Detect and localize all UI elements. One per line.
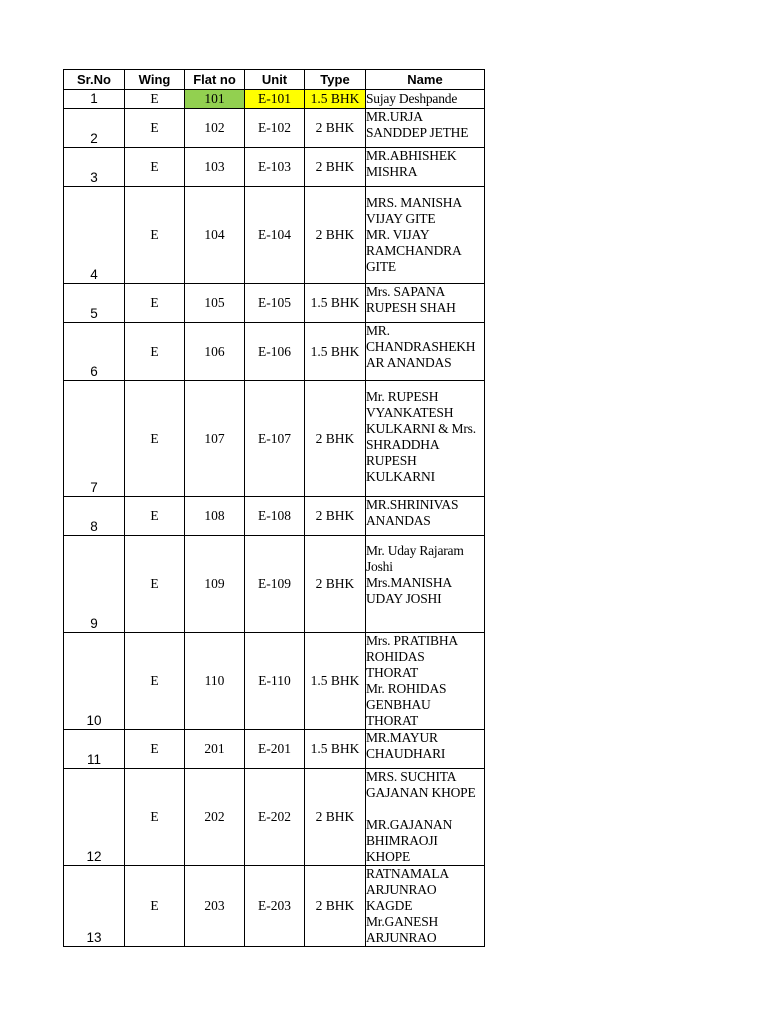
name-cell: Mrs. PRATIBHA ROHIDAS THORAT Mr. ROHIDAS GENBHAU THORAT <box>366 633 485 730</box>
wing-cell: E <box>125 866 185 947</box>
unit-cell: E-102 <box>245 109 305 148</box>
header-wing: Wing <box>125 70 185 90</box>
table-row <box>64 187 485 284</box>
unit-cell: E-101 <box>245 90 305 109</box>
flat-owners-table <box>63 69 485 947</box>
flat-no-cell: 201 <box>185 730 245 769</box>
wing-cell: E <box>125 730 185 769</box>
wing-cell: E <box>125 381 185 497</box>
flat-no-cell: 106 <box>185 323 245 381</box>
sr-no-cell: 7 <box>64 381 125 497</box>
name-cell: Mr. RUPESH VYANKATESH KULKARNI & Mrs. SHRADDHA RUPESH KULKARNI <box>366 381 485 497</box>
type-cell: 2 BHK <box>305 187 366 284</box>
header-name: Name <box>366 70 485 90</box>
flat-no-cell: 101 <box>185 90 245 109</box>
sr-no-cell: 13 <box>64 866 125 947</box>
wing-cell: E <box>125 187 185 284</box>
unit-cell: E-108 <box>245 497 305 536</box>
header-sr-no: Sr.No <box>64 70 125 90</box>
table-row <box>64 381 485 497</box>
table-row <box>64 323 485 381</box>
name-cell: MRS. MANISHA VIJAY GITE MR. VIJAY RAMCHANDRA GITE <box>366 187 485 284</box>
table-row <box>64 730 485 769</box>
wing-cell: E <box>125 90 185 109</box>
type-cell: 2 BHK <box>305 381 366 497</box>
name-cell: MR.URJA SANDDEP JETHE <box>366 109 485 148</box>
sr-no-cell: 5 <box>64 284 125 323</box>
flat-no-cell: 104 <box>185 187 245 284</box>
wing-cell: E <box>125 284 185 323</box>
table-row <box>64 109 485 148</box>
sr-no-cell: 3 <box>64 148 125 187</box>
type-cell: 1.5 BHK <box>305 90 366 109</box>
flat-no-cell: 105 <box>185 284 245 323</box>
unit-cell: E-201 <box>245 730 305 769</box>
type-cell: 1.5 BHK <box>305 730 366 769</box>
unit-cell: E-103 <box>245 148 305 187</box>
wing-cell: E <box>125 769 185 866</box>
sr-no-cell: 9 <box>64 536 125 633</box>
type-cell: 2 BHK <box>305 497 366 536</box>
table-row <box>64 769 485 866</box>
type-cell: 1.5 BHK <box>305 284 366 323</box>
type-cell: 2 BHK <box>305 866 366 947</box>
wing-cell: E <box>125 497 185 536</box>
sr-no-cell: 10 <box>64 633 125 730</box>
unit-cell: E-110 <box>245 633 305 730</box>
flat-no-cell: 102 <box>185 109 245 148</box>
wing-cell: E <box>125 633 185 730</box>
sr-no-cell: 4 <box>64 187 125 284</box>
type-cell: 2 BHK <box>305 536 366 633</box>
flat-no-cell: 107 <box>185 381 245 497</box>
sr-no-cell: 6 <box>64 323 125 381</box>
unit-cell: E-104 <box>245 187 305 284</box>
flat-no-cell: 108 <box>185 497 245 536</box>
unit-cell: E-203 <box>245 866 305 947</box>
header-row <box>64 70 485 90</box>
name-cell: MR. CHANDRASHEKH AR ANANDAS <box>366 323 485 381</box>
wing-cell: E <box>125 323 185 381</box>
name-cell: Mr. Uday Rajaram Joshi Mrs.MANISHA UDAY JOSHI <box>366 536 485 633</box>
table-row <box>64 633 485 730</box>
table-row <box>64 866 485 947</box>
flat-no-cell: 202 <box>185 769 245 866</box>
name-cell: MR.SHRINIVAS ANANDAS <box>366 497 485 536</box>
type-cell: 2 BHK <box>305 769 366 866</box>
flat-no-cell: 109 <box>185 536 245 633</box>
sr-no-cell: 1 <box>64 90 125 109</box>
type-cell: 1.5 BHK <box>305 633 366 730</box>
flat-no-cell: 103 <box>185 148 245 187</box>
unit-cell: E-202 <box>245 769 305 866</box>
name-cell: MR.MAYUR CHAUDHARI <box>366 730 485 769</box>
table-row <box>64 284 485 323</box>
header-flat-no: Flat no <box>185 70 245 90</box>
name-cell: MR.ABHISHEK MISHRA <box>366 148 485 187</box>
name-cell: MRS. SUCHITA GAJANAN KHOPE MR.GAJANAN BHIMRAOJI KHOPE <box>366 769 485 866</box>
table-row <box>64 497 485 536</box>
unit-cell: E-107 <box>245 381 305 497</box>
type-cell: 2 BHK <box>305 148 366 187</box>
table-row <box>64 90 485 109</box>
type-cell: 1.5 BHK <box>305 323 366 381</box>
header-unit: Unit <box>245 70 305 90</box>
flat-no-cell: 203 <box>185 866 245 947</box>
flat-no-cell: 110 <box>185 633 245 730</box>
unit-cell: E-105 <box>245 284 305 323</box>
wing-cell: E <box>125 109 185 148</box>
name-cell: Mrs. SAPANA RUPESH SHAH <box>366 284 485 323</box>
wing-cell: E <box>125 536 185 633</box>
name-cell: Sujay Deshpande <box>366 90 485 109</box>
name-cell: RATNAMALA ARJUNRAO KAGDE Mr.GANESH ARJUNRAO <box>366 866 485 947</box>
unit-cell: E-109 <box>245 536 305 633</box>
sr-no-cell: 2 <box>64 109 125 148</box>
unit-cell: E-106 <box>245 323 305 381</box>
wing-cell: E <box>125 148 185 187</box>
header-type: Type <box>305 70 366 90</box>
table-row <box>64 148 485 187</box>
table-row <box>64 536 485 633</box>
sr-no-cell: 11 <box>64 730 125 769</box>
sr-no-cell: 12 <box>64 769 125 866</box>
sr-no-cell: 8 <box>64 497 125 536</box>
type-cell: 2 BHK <box>305 109 366 148</box>
